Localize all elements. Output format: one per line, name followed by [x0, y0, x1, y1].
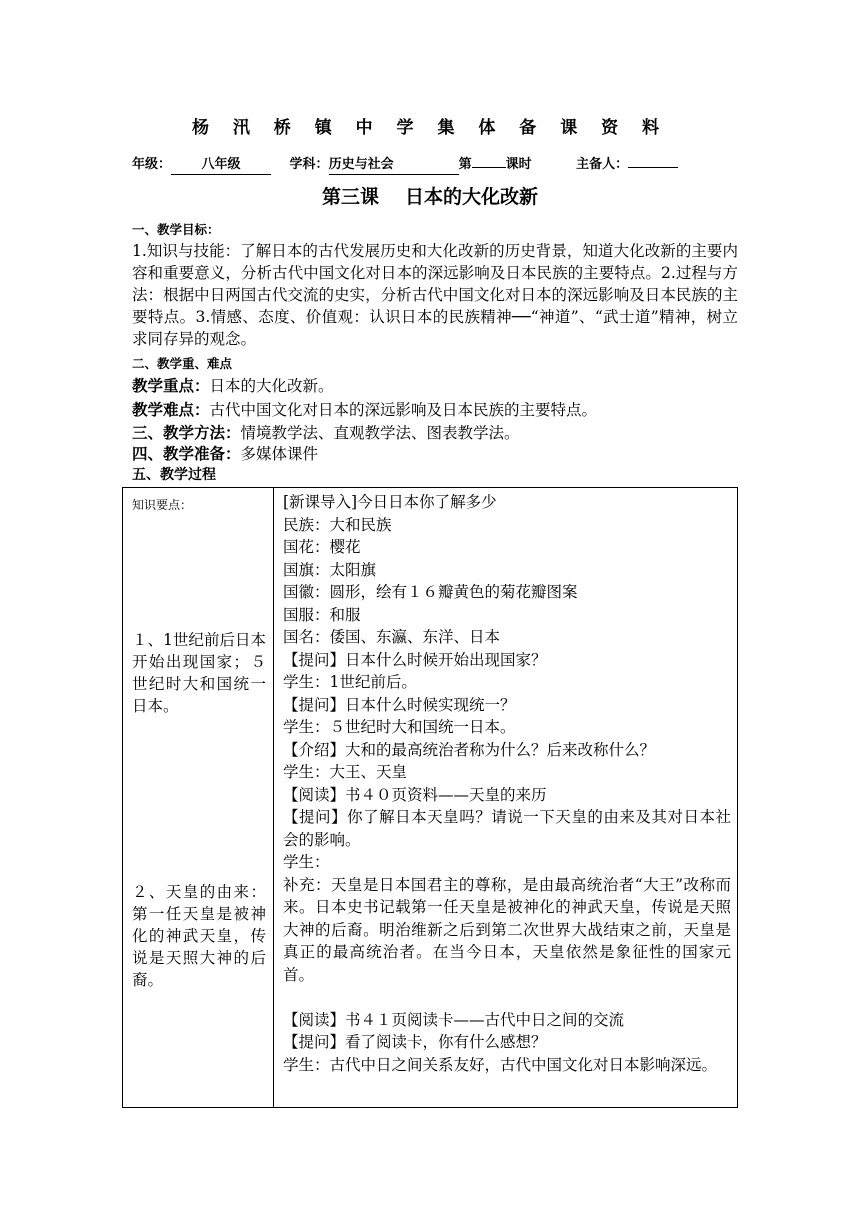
- process-column: [274, 488, 738, 1108]
- methods-text: 情境教学法、直观教学法、图表教学法。: [240, 424, 520, 442]
- process-line: [283, 986, 731, 1009]
- period-prefix: 第: [458, 157, 472, 172]
- process-line: 国名：倭国、东瀛、东洋、日本: [283, 628, 501, 646]
- key-point: [132, 375, 738, 397]
- preparation: [132, 443, 738, 465]
- process-line: 【提问】看了阅读卡，你有什么感想？: [283, 1033, 547, 1051]
- process-line: 学生：大王、天皇: [283, 763, 408, 781]
- preparer-value: [628, 167, 678, 168]
- process-line: [新课导入]今日日本你了解多少: [283, 493, 497, 511]
- process-line: 国服：和服: [283, 605, 361, 624]
- process-line: 国花：樱花: [283, 538, 361, 556]
- subject-value: 历史与社会: [329, 156, 459, 175]
- process-line: 学生：古代中日之间关系友好，古代中国文化对日本影响深远。: [283, 1055, 718, 1074]
- preparer-label: 主备人：: [576, 157, 629, 172]
- process-line: 【提问】日本什么时候开始出现国家？: [283, 650, 547, 669]
- objectives-heading: 一、教学目标：: [132, 222, 220, 237]
- grade-label: 年级：: [132, 157, 172, 172]
- difficulty-text: 古代中国文化对日本的深远影响及日本民族的主要特点。: [209, 401, 598, 419]
- process-line: 【阅读】书４０页资料——天皇的来历: [283, 785, 547, 804]
- teaching-process-table: [122, 487, 738, 1108]
- knowledge-points-column: [123, 488, 274, 1108]
- process-line: 【阅读】书４１页阅读卡——古代中日之间的交流: [283, 1010, 625, 1029]
- process-line: 【提问】日本什么时候实现统一？: [283, 695, 516, 714]
- key-point-text: 日本的大化改新。: [209, 377, 334, 395]
- process-line: 国旗：太阳旗: [283, 560, 377, 579]
- process-line: 补充：天皇是日本国君主的尊称，是由最高统治者“大王”改称而来。日本史书记载第一任天皇是被神化的神武天皇，传说是天照大神的后裔。明治维新之后到第二次世界大战结束之前，天皇是真正的最高统治者。在当今日本，天皇依然是象征性的国家元首。: [283, 875, 731, 984]
- process-line: 学生：: [283, 853, 330, 871]
- grade-value: 八年级: [171, 156, 271, 175]
- focus-heading: 二、教学重、难点: [132, 356, 233, 371]
- lesson-name: 日本的大化改新: [405, 186, 539, 208]
- process-line: 国徽：圆形，绘有１６瓣黄色的菊花瓣图案: [283, 583, 578, 601]
- subject-label: 学科：: [289, 157, 329, 172]
- period-suffix: 课时: [505, 157, 532, 172]
- knowledge-note-2: ２、天皇的由来：第一任天皇是被神化的神武天皇，传说是天照大神的后裔。: [132, 883, 266, 989]
- prep-label: 四、教学准备：: [132, 445, 241, 463]
- process-line: 学生：５世纪时大和国统一日本。: [283, 718, 516, 736]
- document-title: 杨 汛 桥 镇 中 学 集 体 备 课 资 料: [191, 118, 669, 138]
- meta-line: [132, 156, 732, 175]
- lesson-number: 第三课: [321, 186, 379, 208]
- difficulty: [132, 399, 738, 421]
- period-value: [472, 167, 506, 168]
- process-content: [274, 488, 737, 1076]
- prep-text: 多媒体课件: [240, 445, 319, 463]
- process-line: 【介绍】大和的最高统治者称为什么？后来改称什么？: [283, 740, 656, 759]
- lesson-title: [0, 184, 860, 210]
- knowledge-points-header: 知识要点：: [132, 498, 193, 512]
- knowledge-note-1: １、1世纪前后日本开始出现国家；５世纪时大和国统一日本。: [132, 631, 266, 715]
- methods: [132, 422, 738, 444]
- process-line: 民族：大和民族: [283, 515, 392, 534]
- difficulty-label: 教学难点：: [132, 401, 210, 419]
- process-heading: 五、教学过程: [132, 467, 216, 483]
- methods-label: 三、教学方法：: [132, 424, 241, 442]
- objectives-text: 1.知识与技能：了解日本的古代发展历史和大化改新的历史背景，知道大化改新的主要内容和重要意义，分析古代中国文化对日本的深远影响及日本民族的主要特点。2.过程与方法：根据中日两国古代交流的史实，分析古代中国文化对日本的深远影响及日本民族的主要特点。3.情感、态度、价值观：认识日本的民族精神──“神道”、“武士道”精神，树立求同存异的观念。: [132, 242, 738, 348]
- process-line: 【提问】你了解日本天皇吗？请说一下天皇的由来及其对日本社会的影响。: [283, 808, 731, 849]
- process-line: 学生：1世纪前后。: [283, 673, 417, 691]
- key-point-label: 教学重点：: [132, 377, 210, 395]
- table-row: [123, 488, 738, 1108]
